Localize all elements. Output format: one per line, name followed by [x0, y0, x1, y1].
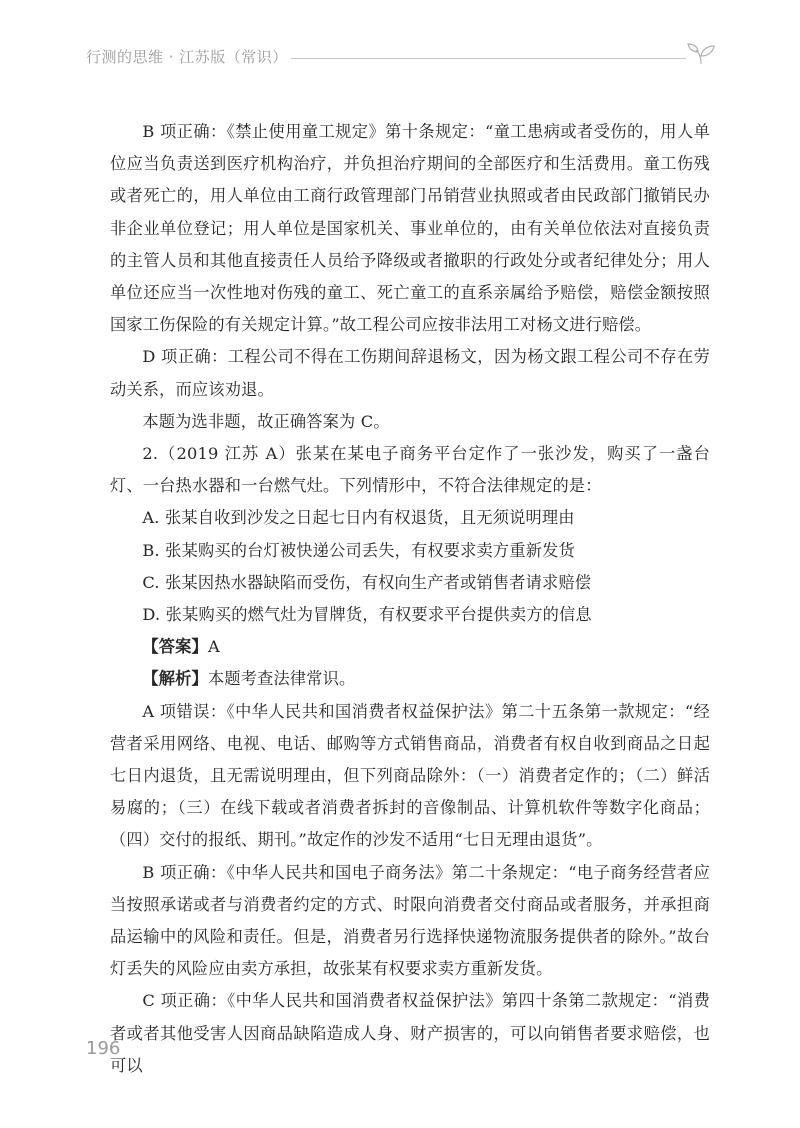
paragraph-b-item: B 项正确：《禁止使用童工规定》第十条规定：“童工患病或者受伤的，用人单位应当负责送到医疗机构治疗，并负担治疗期间的全部医疗和生活费用。童工伤残或者死亡的，用人单位由工商行政管理部门吊销营业执照或者由民政部门撤销民办非企业单位登记；用人单位是国家机关、事业单位的，由有关单位依法对直接负责的主管人员和其他直接责任人员给予降级或者撤职的行政处分或者纪律处分；用人单位还应当一次性地对伤残的童工、死亡童工的直系亲属给予赔偿，赔偿金额按照国家工伤保险的有关规定计算。”故工程公司应按非法用工对杨文进行赔偿。: [110, 122, 710, 335]
running-header-title: 行测的思维 · 江苏版（常识）: [86, 48, 288, 66]
page-body: [110, 116, 710, 1082]
analysis-b-item: B 项正确：《中华人民共和国电子商务法》第二十条规定：“电子商务经营者应当按照承诺或者与消费者约定的方式、时限向消费者交付商品或者服务，并承担商品运输中的风险和责任。但是，消费者另行选择快递物流服务提供者的除外。”故台灯丢失的风险应由卖方承担，故张某有权要求卖方重新发货。: [110, 862, 710, 979]
answer-value: A: [207, 637, 220, 657]
leaf-sprout-icon: [686, 42, 716, 66]
paragraph-d-item: D 项正确：工程公司不得在工伤期间辞退杨文，因为杨文跟工程公司不存在劳动关系，而应该劝退。: [110, 347, 710, 399]
option-c: C. 张某因热水器缺陷而受伤，有权向生产者或销售者请求赔偿: [142, 572, 592, 592]
option-a: A. 张某自收到沙发之日起七日内有权退货，且无须说明理由: [142, 508, 575, 528]
answer-tag: 【答案】: [142, 637, 208, 657]
paragraph-conclusion: 本题为选非题，故正确答案为 C。: [142, 411, 390, 431]
analysis-a-item: A 项错误：《中华人民共和国消费者权益保护法》第二十五条第一款规定：“经营者采用网络、电视、电话、邮购等方式销售商品，消费者有权自收到商品之日起七日内退货，且无需说明理由，但下列商品除外：（一）消费者定作的；（二）鲜活易腐的；（三）在线下载或者消费者拆封的音像制品、计算机软件等数字化商品；（四）交付的报纸、期刊。”故定作的沙发不适用“七日无理由退货”。: [110, 701, 710, 850]
answer-line: [110, 631, 710, 663]
page-header: [86, 44, 716, 74]
page-number: 196: [86, 1038, 121, 1059]
analysis-text: 本题考查法律常识。: [207, 669, 356, 689]
analysis-tag: 【解析】: [142, 669, 208, 689]
analysis-c-item: C 项正确：《中华人民共和国消费者权益保护法》第四十条第二款规定：“消费者或者其他受害人因商品缺陷造成人身、财产损害的，可以向销售者要求赔偿，也可以: [110, 991, 710, 1075]
option-d: D. 张某购买的燃气灶为冒牌货，有权要求平台提供卖方的信息: [142, 605, 592, 625]
question-2-stem: 2.（2019 江苏 A）张某在某电子商务平台定作了一张沙发，购买了一盏台灯、一台热水器和一台燃气灶。下列情形中，不符合法律规定的是：: [110, 444, 710, 496]
analysis-line: [110, 663, 710, 695]
option-b: B. 张某购买的台灯被快递公司丢失，有权要求卖方重新发货: [142, 540, 575, 560]
header-rule: [291, 58, 686, 59]
